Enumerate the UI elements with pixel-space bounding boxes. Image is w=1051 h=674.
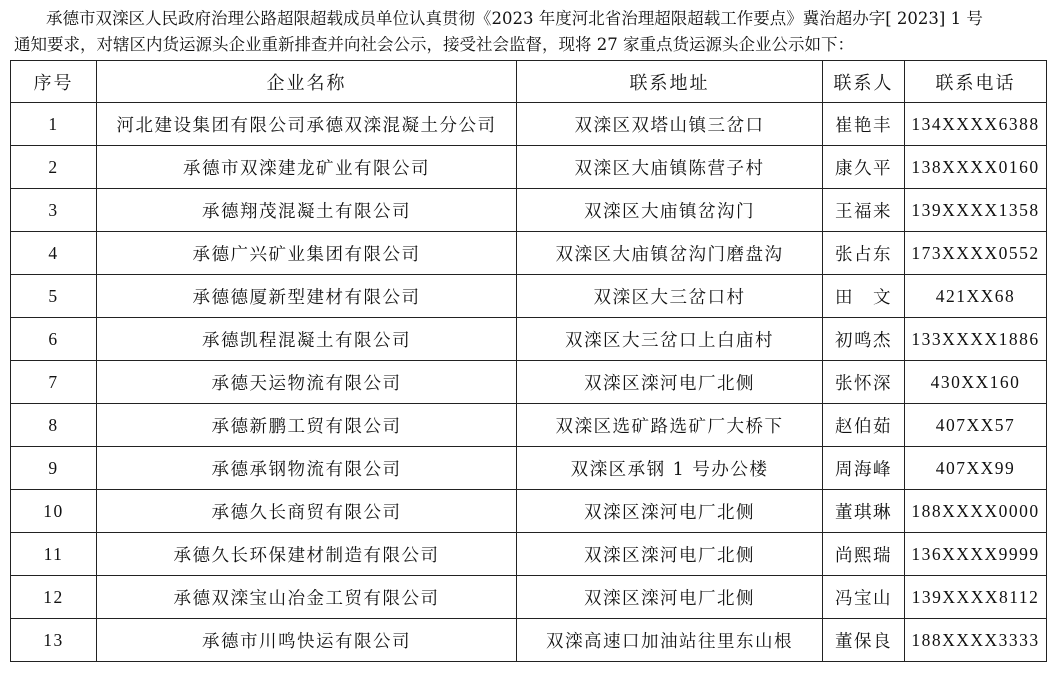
cell-phone: 139XXXX8112 [905, 576, 1047, 619]
notice-intro [14, 6, 1044, 58]
header-phone: 联系电话 [905, 61, 1047, 103]
cell-name: 承德双滦宝山冶金工贸有限公司 [97, 576, 517, 619]
cell-address: 双滦区大庙镇陈营子村 [517, 146, 823, 189]
table-row [11, 490, 1047, 533]
cell-address: 双滦区大三岔口村 [517, 275, 823, 318]
header-no: 序号 [11, 61, 97, 103]
cell-address: 双滦高速口加油站往里东山根 [517, 619, 823, 662]
table-row [11, 361, 1047, 404]
cell-no: 7 [11, 361, 97, 404]
cell-name: 承德市川鸣快运有限公司 [97, 619, 517, 662]
cell-phone: 133XXXX1886 [905, 318, 1047, 361]
cell-no: 2 [11, 146, 97, 189]
cell-name: 河北建设集团有限公司承德双滦混凝土分公司 [97, 103, 517, 146]
intro-line-2: 通知要求，对辖区内货运源头企业重新排查并向社会公示，接受社会监督，现将 27 家重点货运源头企业公示如下： [14, 35, 854, 54]
cell-person: 尚熙瑞 [823, 533, 905, 576]
cell-person: 张占东 [823, 232, 905, 275]
cell-address: 双滦区选矿路选矿厂大桥下 [517, 404, 823, 447]
cell-name: 承德天运物流有限公司 [97, 361, 517, 404]
header-name: 企业名称 [97, 61, 517, 103]
cell-address: 双滦区滦河电厂北侧 [517, 490, 823, 533]
cell-no: 12 [11, 576, 97, 619]
table-row [11, 576, 1047, 619]
table-row [11, 189, 1047, 232]
cell-phone: 173XXXX0552 [905, 232, 1047, 275]
cell-no: 6 [11, 318, 97, 361]
cell-person: 康久平 [823, 146, 905, 189]
cell-person: 初鸣杰 [823, 318, 905, 361]
table-body [11, 103, 1047, 662]
cell-person: 周海峰 [823, 447, 905, 490]
cell-person: 田 文 [823, 275, 905, 318]
table-row [11, 533, 1047, 576]
cell-address: 双滦区滦河电厂北侧 [517, 361, 823, 404]
cell-person: 董保良 [823, 619, 905, 662]
table-header-row [11, 61, 1047, 103]
cell-phone: 139XXXX1358 [905, 189, 1047, 232]
cell-phone: 188XXXX0000 [905, 490, 1047, 533]
cell-no: 11 [11, 533, 97, 576]
cell-name: 承德广兴矿业集团有限公司 [97, 232, 517, 275]
cell-phone: 430XX160 [905, 361, 1047, 404]
cell-address: 双滦区大庙镇岔沟门磨盘沟 [517, 232, 823, 275]
header-address: 联系地址 [517, 61, 823, 103]
cell-person: 冯宝山 [823, 576, 905, 619]
table-row [11, 232, 1047, 275]
cell-name: 承德市双滦建龙矿业有限公司 [97, 146, 517, 189]
cell-no: 8 [11, 404, 97, 447]
cell-phone: 407XX99 [905, 447, 1047, 490]
cell-phone: 421XX68 [905, 275, 1047, 318]
cell-name: 承德承钢物流有限公司 [97, 447, 517, 490]
cell-phone: 136XXXX9999 [905, 533, 1047, 576]
table-row [11, 619, 1047, 662]
cell-no: 13 [11, 619, 97, 662]
cell-no: 5 [11, 275, 97, 318]
cell-no: 3 [11, 189, 97, 232]
cell-name: 承德久长环保建材制造有限公司 [97, 533, 517, 576]
cell-no: 10 [11, 490, 97, 533]
cell-address: 双滦区双塔山镇三岔口 [517, 103, 823, 146]
cell-address: 双滦区大庙镇岔沟门 [517, 189, 823, 232]
cell-address: 双滦区大三岔口上白庙村 [517, 318, 823, 361]
table-row [11, 275, 1047, 318]
cell-address: 双滦区滦河电厂北侧 [517, 576, 823, 619]
cell-name: 承德久长商贸有限公司 [97, 490, 517, 533]
cell-person: 张怀深 [823, 361, 905, 404]
intro-line-1: 承德市双滦区人民政府治理公路超限超载成员单位认真贯彻《2023 年度河北省治理超限超载工作要点》冀治超办字[ 2023] 1 号 [46, 9, 983, 28]
cell-person: 赵伯茹 [823, 404, 905, 447]
cell-no: 1 [11, 103, 97, 146]
cell-address: 双滦区滦河电厂北侧 [517, 533, 823, 576]
cell-no: 4 [11, 232, 97, 275]
cell-person: 崔艳丰 [823, 103, 905, 146]
cell-phone: 188XXXX3333 [905, 619, 1047, 662]
table-row [11, 318, 1047, 361]
header-person: 联系人 [823, 61, 905, 103]
table-row [11, 103, 1047, 146]
cell-no: 9 [11, 447, 97, 490]
cell-name: 承德德厦新型建材有限公司 [97, 275, 517, 318]
cell-name: 承德翔茂混凝土有限公司 [97, 189, 517, 232]
cell-phone: 134XXXX6388 [905, 103, 1047, 146]
cell-person: 王福来 [823, 189, 905, 232]
cell-name: 承德凯程混凝土有限公司 [97, 318, 517, 361]
table-row [11, 146, 1047, 189]
cell-person: 董琪琳 [823, 490, 905, 533]
cell-phone: 138XXXX0160 [905, 146, 1047, 189]
cell-phone: 407XX57 [905, 404, 1047, 447]
cell-name: 承德新鹏工贸有限公司 [97, 404, 517, 447]
cell-address: 双滦区承钢 1 号办公楼 [517, 447, 823, 490]
table-row [11, 404, 1047, 447]
enterprise-table [10, 60, 1047, 662]
table-row [11, 447, 1047, 490]
